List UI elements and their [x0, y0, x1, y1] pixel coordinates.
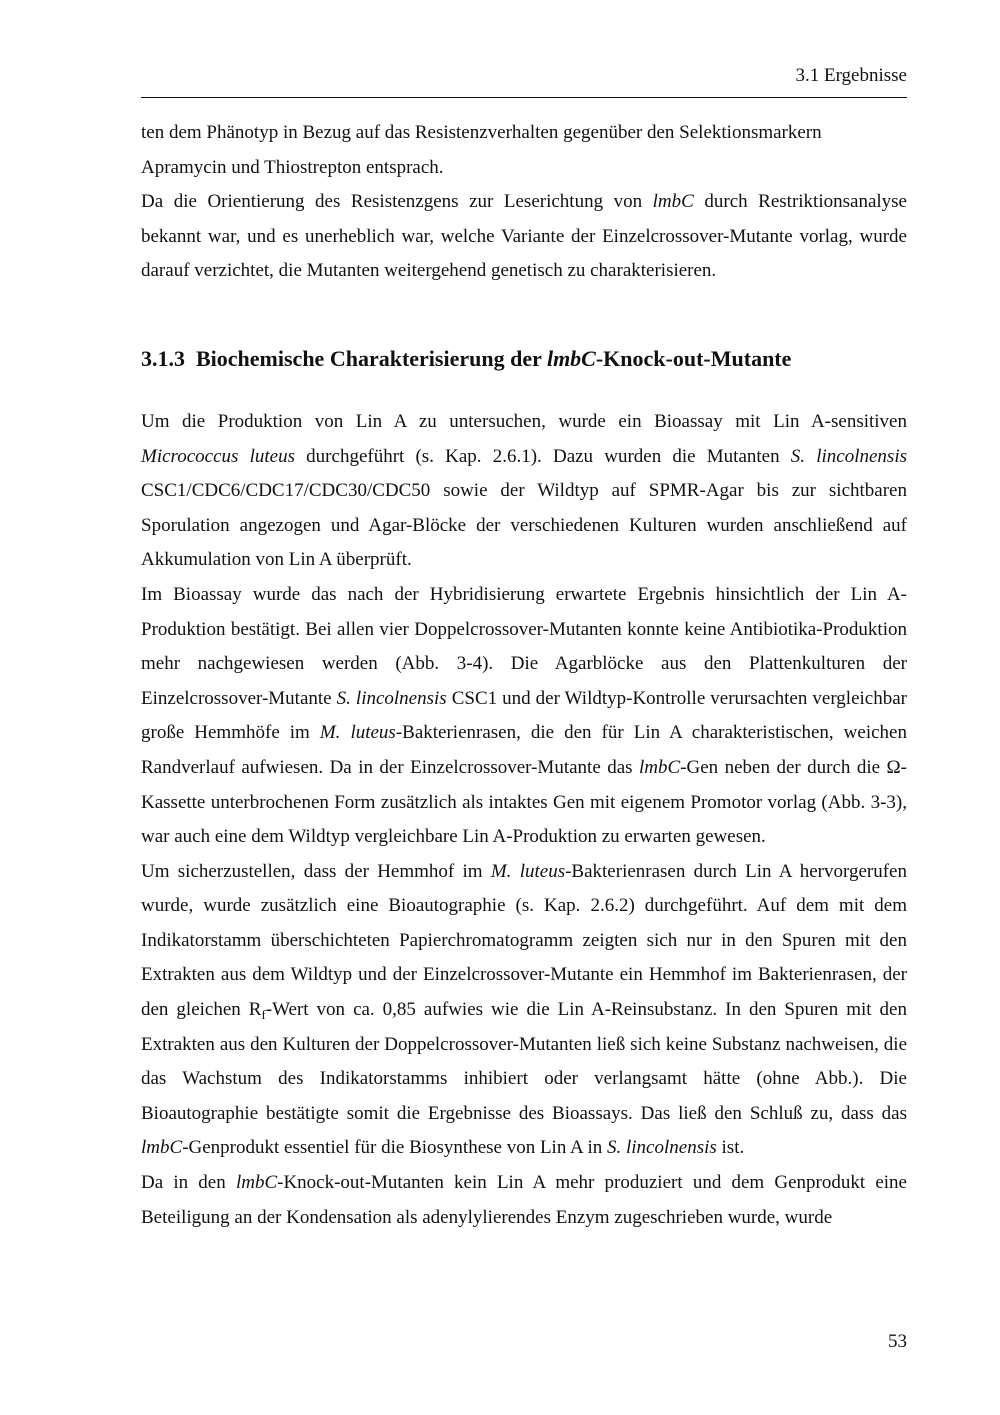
section-heading [141, 343, 907, 375]
text-run: Da die Orientierung des Resistenzgens zur Leserichtung von [141, 191, 653, 213]
page-body [141, 116, 907, 1235]
text-run: Da in den [141, 1172, 236, 1194]
text-run: -Genprodukt essentiel für die Biosynthese von Lin A in [182, 1137, 607, 1159]
text-run: Im Bioassay wurde das nach der Hybridisierung erwartete Ergebnis hinsichtlich der Lin A-Produktion bestätigt. Bei allen vier Doppelcrossover-Mutanten konnte keine Antibiotika-Produktion mehr nachgewiesen werden (Abb. 3-4). Die Agarblöcke aus den Plattenkulturen der Einzelcrossover-Mutante [141, 583, 907, 709]
section-number: 3.1.3 [141, 345, 185, 371]
text-run: -Gen neben der durch die Ω-Kassette unterbrochenen Form zusätzlich als intaktes Gen mit eigenem Promotor vorlag (Abb. 3-3), war auch eine dem Wildtyp vergleichbare Lin A-Produktion zu erwarten gewesen. [141, 756, 907, 848]
paragraph-bioassay-results [141, 578, 907, 855]
text-run: -Wert von ca. 0,85 aufwies wie die Lin A-Reinsubstanz. In den Spuren mit den Extrakten aus den Kulturen der Doppelcrossover-Mutanten ließ sich keine Substanz nachweisen, die das Wachstum des Indikatorstamms inhibiert oder verlangsamt hätte (ohne Abb.). Die Bioautographie bestätigte somit die Ergebnisse des Bioassays. Das ließ den Schluß zu, dass das [141, 999, 907, 1124]
paragraph-orientation [141, 185, 907, 289]
species-name: M. luteus [319, 722, 396, 744]
text-run: -Bakterienrasen, die den für Lin A charakteristischen, weichen Randverlauf aufwiesen. Da in der Einzelcrossover-Mutante das [141, 722, 907, 778]
text-run: durchgeführt (s. Kap. 2.6.1). Dazu wurden die Mutanten [295, 445, 791, 467]
text-run: CSC1 und der Wildtyp-Kontrolle verursachten vergleichbar große Hemmhöfe im [141, 687, 907, 744]
gene-name: lmbC [652, 191, 694, 213]
text-run: CSC1/CDC6/CDC17/CDC30/CDC50 sowie der Wildtyp auf SPMR-Agar bis zur sichtbaren Sporulation angezogen und Agar-Blöcke der verschiedenen Kulturen wurden anschließend auf Akkumulation von Lin A überprüft. [141, 480, 907, 571]
text-run: Um die Produktion von Lin A zu untersuchen, wurde ein Bioassay mit Lin A-sensitiven [141, 410, 907, 432]
text-run: -Knock-out-Mutanten kein Lin A mehr produziert und dem Genprodukt eine Beteiligung an der Kondensation als adenylylierendes Enzym zugeschrieben wurde, wurde [141, 1172, 907, 1228]
text-run: ist. [716, 1137, 745, 1159]
gene-name: lmbC [639, 756, 681, 778]
species-name: M. luteus [490, 860, 566, 882]
page-number: 53 [888, 1331, 907, 1352]
paragraph-knockout-conclusion [141, 1166, 907, 1235]
subscript: f [261, 1006, 266, 1022]
text-run: durch Restriktionsanalyse bekannt war, und es unerheblich war, welche Variante der Einzelcrossover-Mutante vorlag, wurde darauf verzichtet, die Mutanten weitergehend genetisch zu charakterisieren. [141, 191, 907, 282]
heading-spacer [141, 375, 907, 405]
species-name: S. lincolnensis [790, 445, 907, 467]
paragraph-bioautography [141, 855, 907, 1166]
paragraph-intro-continuation: ten dem Phänotyp in Bezug auf das Resistenzverhalten gegenüber den Selektionsmarkern Apramycin und Thiostrepton entsprach. [141, 122, 822, 178]
text-run: -Bakterienrasen durch Lin A hervorgerufen wurde, wurde zusätzlich eine Bioautographie (s. Kap. 2.6.2) durchgeführt. Auf dem mit dem Indikatorstamm überschichteten Papierchromatogramm zeigten sich nur in den Spuren mit den Extrakten aus dem Wildtyp und der Einzelcrossover-Mutante ein Hemmhof im Bakterienrasen, der den gleichen R [141, 860, 907, 1021]
gene-name: lmbC [235, 1172, 278, 1194]
gene-name: lmbC [546, 345, 596, 371]
paragraph-bioassay-method [141, 405, 907, 578]
heading-text: -Knock-out-Mutante [595, 345, 792, 371]
species-name: Micrococcus luteus [141, 445, 295, 467]
running-header [141, 64, 907, 98]
section-title: 3.1 Ergebnisse [795, 65, 907, 86]
heading-text: Biochemische Charakterisierung der [196, 345, 547, 371]
section-spacer [141, 289, 907, 343]
species-name: S. lincolnensis [336, 687, 447, 709]
text-run: Um sicherzustellen, dass der Hemmhof im [141, 860, 491, 882]
species-name: S. lincolnensis [607, 1137, 717, 1159]
gene-name: lmbC [141, 1137, 183, 1159]
